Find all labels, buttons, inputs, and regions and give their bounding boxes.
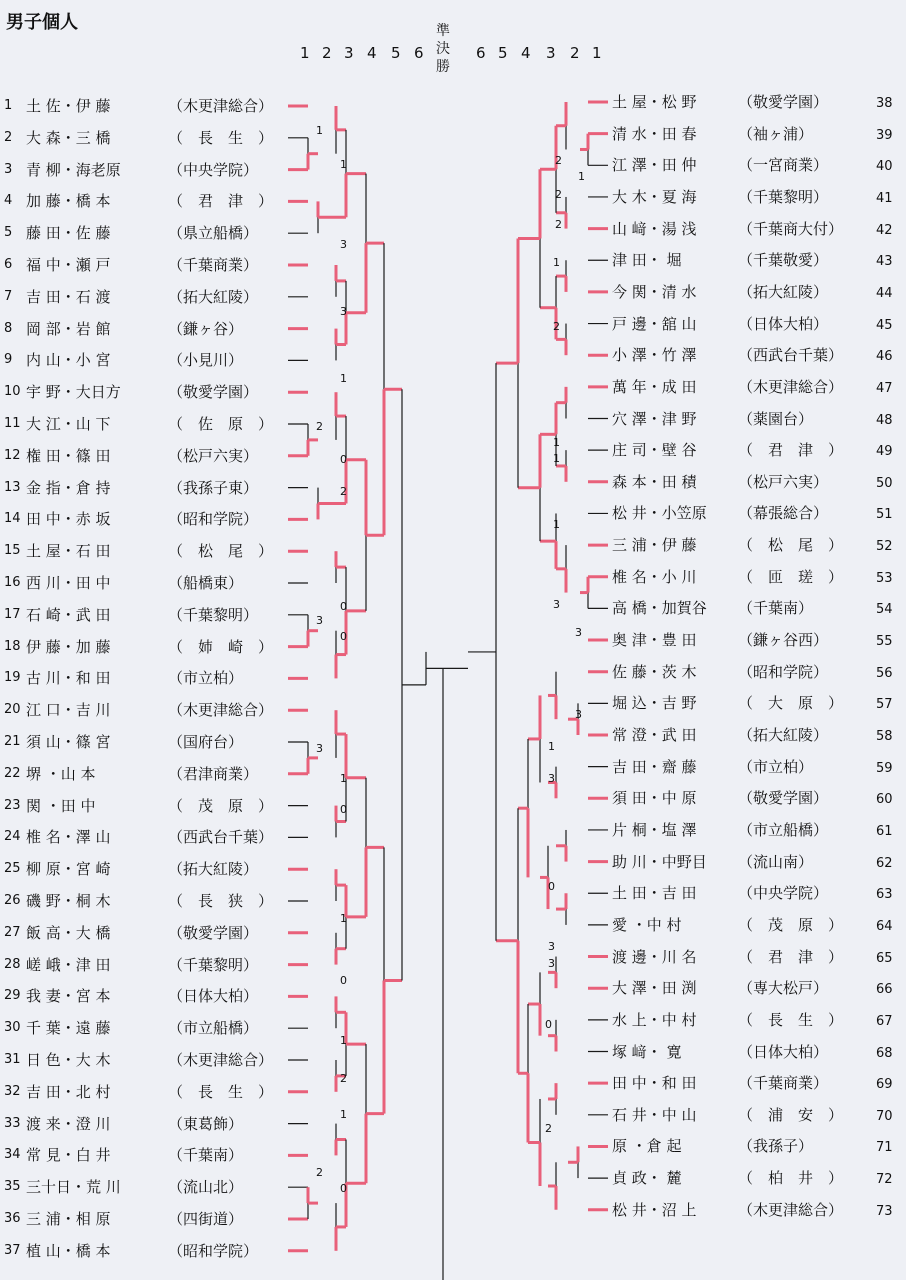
player-names: 助 川・中野目 [612, 852, 707, 871]
entry-number: 34 [4, 1147, 21, 1163]
entry-number: 10 [4, 384, 21, 400]
score-label: 0 [340, 453, 347, 466]
entry-number: 20 [4, 702, 21, 718]
school-name: （千葉黎明） [738, 187, 829, 206]
entry-number: 48 [876, 412, 893, 428]
entry-number: 32 [4, 1083, 21, 1099]
score-label: 2 [555, 188, 562, 201]
player-names: 水 上・中 村 [612, 1010, 697, 1029]
score-label: 2 [316, 1166, 323, 1179]
player-names: 高 橋・加賀谷 [612, 599, 707, 618]
player-names: 渡 邊・川 名 [612, 947, 697, 966]
entry-number: 31 [4, 1052, 21, 1067]
school-name: （千葉商業） [738, 1074, 829, 1093]
school-name: （日体大柏） [738, 314, 829, 333]
score-label: 0 [340, 803, 347, 816]
school-name: （船橋東） [168, 574, 244, 592]
entry-number: 38 [876, 96, 893, 111]
player-names: 嵯 峨・津 田 [26, 955, 111, 974]
school-name: （日体大柏） [738, 1042, 829, 1061]
school-name: （拓大紅陵） [168, 860, 259, 879]
score-label: 3 [316, 742, 323, 755]
entry-number: 54 [876, 602, 893, 618]
entry-number: 55 [876, 634, 893, 650]
score-label: 1 [316, 124, 323, 137]
school-name: （四街道） [168, 1210, 244, 1228]
entry-number: 53 [876, 570, 893, 586]
player-names: 江 澤・田 仲 [612, 156, 697, 175]
entry-number: 50 [876, 475, 893, 491]
school-name: （千葉商大付） [738, 219, 844, 238]
player-names: 堀 込・吉 野 [612, 694, 697, 713]
school-name: （日体大柏） [168, 987, 259, 1006]
round-number: 4 [521, 44, 531, 62]
entry-number: 30 [4, 1020, 21, 1036]
round-number: 5 [498, 44, 508, 62]
score-label: 1 [340, 772, 347, 785]
school-name: （ 長 生 ） [738, 1010, 844, 1029]
school-name: （木更津総合） [168, 97, 274, 115]
player-names: 塚 﨑・ 寛 [612, 1042, 682, 1061]
player-names: 土 田・吉 田 [612, 884, 697, 903]
school-name: （ 君 津 ） [168, 192, 274, 211]
player-names: 大 澤・田 渕 [612, 979, 697, 998]
score-label: 3 [553, 598, 560, 611]
entry-number: 21 [4, 734, 21, 749]
entry-number: 6 [4, 257, 13, 272]
player-names: 宇 野・大日方 [26, 383, 121, 402]
player-names: 吉 田・石 渡 [26, 287, 111, 306]
player-names: 土 佐・伊 藤 [26, 97, 111, 115]
player-names: 植 山・橋 本 [26, 1241, 111, 1260]
school-name: （ 君 津 ） [738, 441, 844, 460]
entry-number: 18 [4, 638, 21, 654]
school-name: （市立柏） [738, 757, 814, 776]
score-label: 1 [578, 170, 585, 183]
entry-number: 45 [876, 317, 893, 333]
score-label: 3 [575, 708, 582, 721]
score-label: 2 [555, 218, 562, 231]
score-label: 0 [340, 1182, 347, 1195]
player-names: 奥 津・豊 田 [612, 631, 697, 650]
entry-number: 1 [4, 98, 13, 113]
school-name: （ 姉 崎 ） [168, 637, 274, 656]
school-name: （ 君 津 ） [738, 947, 844, 966]
player-names: 土 屋・石 田 [26, 542, 111, 561]
player-names: 貞 政・ 麓 [612, 1169, 682, 1188]
school-name: （昭和学院） [168, 1241, 259, 1260]
player-names: 椎 名・小 川 [612, 567, 697, 586]
player-names: 三 浦・伊 藤 [612, 536, 697, 555]
school-name: （市立船橋） [738, 820, 829, 839]
school-name: （国府台） [168, 733, 244, 751]
school-name: （松戸六実） [738, 472, 829, 491]
entry-number: 60 [876, 792, 893, 808]
entry-number: 13 [4, 479, 21, 495]
school-name: （敬愛学園） [738, 789, 829, 808]
school-name: （千葉黎明） [168, 605, 259, 624]
entry-number: 62 [876, 855, 893, 871]
page-title: 男子個人 [6, 12, 78, 33]
entry-number: 59 [876, 760, 893, 776]
school-name: （東葛飾） [168, 1114, 244, 1133]
score-label: 0 [340, 974, 347, 987]
school-name: （市立柏） [168, 669, 244, 688]
entry-number: 35 [4, 1179, 21, 1195]
score-label: 3 [548, 940, 555, 953]
player-names: 石 井・中 山 [612, 1105, 697, 1124]
player-names: 原 ・倉 起 [612, 1137, 682, 1156]
player-names: 大 木・夏 海 [612, 187, 697, 206]
score-label: 3 [548, 957, 555, 970]
school-name: （ 長 生 ） [168, 128, 274, 147]
school-name: （木更津総合） [738, 1200, 844, 1219]
score-label: 2 [555, 154, 562, 167]
round-number: 3 [546, 44, 556, 62]
round-number: 3 [344, 44, 354, 62]
player-names: 藤 田・佐 藤 [26, 224, 111, 243]
score-label: 2 [553, 320, 560, 333]
school-name: （西武台千葉） [738, 346, 844, 365]
entry-number: 29 [4, 988, 21, 1004]
entry-number: 69 [876, 1077, 893, 1093]
player-names: 内 山・小 宮 [26, 351, 111, 370]
school-name: （ 佐 原 ） [168, 415, 274, 433]
entry-number: 73 [876, 1203, 893, 1219]
school-name: （ 松 尾 ） [168, 542, 274, 561]
school-name: （千葉敬愛） [738, 251, 829, 270]
school-name: （拓大紅陵） [168, 287, 259, 306]
entry-number: 43 [876, 254, 893, 270]
school-name: （松戸六実） [168, 446, 259, 465]
player-names: 森 本・田 積 [612, 472, 697, 491]
round-number: 6 [414, 44, 424, 62]
player-names: 渡 来・澄 川 [26, 1114, 111, 1133]
entry-number: 40 [876, 159, 893, 175]
school-name: （ 茂 原 ） [738, 915, 844, 934]
player-names: 常 澄・武 田 [612, 726, 697, 744]
school-name: （昭和学院） [168, 510, 259, 529]
player-names: 吉 田・齋 藤 [612, 757, 697, 776]
round-number: 1 [300, 44, 310, 62]
player-names: 福 中・瀬 戸 [26, 256, 111, 274]
player-names: 金 指・倉 持 [26, 478, 111, 497]
entry-number: 51 [876, 507, 893, 523]
entry-number: 47 [876, 380, 893, 396]
player-names: 江 口・吉 川 [26, 701, 111, 720]
entry-number: 36 [4, 1211, 21, 1226]
round-number: 5 [391, 44, 401, 62]
entry-number: 70 [876, 1108, 893, 1124]
school-name: （敬愛学園） [738, 93, 829, 111]
school-name: （我孫子東） [168, 478, 259, 497]
player-names: 堺 ・山 本 [26, 764, 96, 783]
score-label: 3 [316, 614, 323, 627]
score-label: 1 [548, 740, 555, 753]
player-names: 吉 田・北 村 [26, 1082, 111, 1101]
player-names: 大 江・山 下 [26, 415, 111, 433]
entry-number: 72 [876, 1172, 893, 1188]
entry-number: 27 [4, 924, 21, 940]
score-label: 3 [548, 772, 555, 785]
school-name: （市立船橋） [168, 1019, 259, 1038]
score-label: 1 [553, 452, 560, 465]
player-names: 石 崎・武 田 [26, 605, 111, 624]
player-names: 愛 ・中 村 [612, 915, 682, 934]
school-name: （薬園台） [738, 409, 814, 428]
player-names: 津 田・ 堀 [612, 251, 682, 270]
entry-number: 71 [876, 1140, 893, 1156]
score-label: 3 [340, 305, 347, 318]
player-names: 磯 野・桐 木 [26, 892, 111, 910]
round-number: 1 [592, 44, 602, 62]
entry-number: 28 [4, 956, 21, 972]
school-name: （拓大紅陵） [738, 282, 829, 301]
player-names: 山 﨑・湯 浅 [612, 219, 697, 238]
entry-number: 42 [876, 222, 893, 238]
entry-number: 24 [4, 829, 21, 845]
score-label: 0 [340, 630, 347, 643]
school-name: （千葉南） [738, 599, 814, 618]
entry-number: 2 [4, 129, 13, 145]
school-name: （袖ヶ浦） [738, 124, 814, 143]
player-names: 松 井・沼 上 [612, 1200, 697, 1219]
player-names: 権 田・篠 田 [26, 446, 111, 465]
entry-number: 46 [876, 349, 893, 365]
player-names: 岡 部・岩 館 [26, 319, 111, 338]
entry-number: 41 [876, 190, 893, 206]
player-names: 伊 藤・加 藤 [26, 637, 111, 656]
score-label: 1 [340, 372, 347, 385]
entry-number: 49 [876, 444, 893, 460]
school-name: （昭和学院） [738, 662, 829, 681]
entry-number: 33 [4, 1115, 21, 1131]
player-names: 我 妻・宮 本 [26, 987, 111, 1006]
school-name: （千葉南） [168, 1146, 244, 1165]
player-names: 片 桐・塩 澤 [612, 820, 697, 839]
entry-number: 66 [876, 982, 893, 998]
entry-number: 39 [876, 127, 893, 143]
player-names: 須 田・中 原 [612, 789, 697, 808]
school-name: （ 長 生 ） [168, 1082, 274, 1101]
entry-number: 5 [4, 225, 13, 241]
score-label: 1 [553, 436, 560, 449]
score-label: 3 [575, 626, 582, 639]
school-name: （ 浦 安 ） [738, 1105, 844, 1124]
entry-number: 56 [876, 665, 893, 681]
round-number: 4 [367, 44, 377, 62]
entry-number: 4 [4, 193, 13, 209]
player-names: 田 中・和 田 [612, 1074, 697, 1093]
school-name: （拓大紅陵） [738, 726, 829, 744]
player-names: 大 森・三 橋 [26, 128, 111, 147]
round-number: 2 [322, 44, 332, 62]
player-names: 飯 高・大 橋 [26, 923, 111, 942]
player-names: 古 川・和 田 [26, 669, 111, 688]
school-name: （ 大 原 ） [738, 694, 844, 713]
school-name: （ 柏 井 ） [738, 1169, 844, 1188]
entry-number: 65 [876, 950, 893, 966]
score-label: 1 [340, 912, 347, 925]
player-names: 萬 年・成 田 [612, 377, 697, 396]
entry-number: 68 [876, 1045, 893, 1061]
entry-number: 19 [4, 670, 21, 686]
player-names: 田 中・赤 坂 [26, 510, 111, 529]
player-names: 今 関・清 水 [612, 282, 697, 301]
school-name: （木更津総合） [168, 1051, 274, 1069]
school-name: （千葉黎明） [168, 955, 259, 974]
score-label: 3 [340, 238, 347, 251]
school-name: （千葉商業） [168, 256, 259, 274]
entry-number: 15 [4, 543, 21, 559]
player-names: 松 井・小笠原 [612, 504, 707, 523]
entry-number: 44 [876, 285, 893, 301]
school-name: （西武台千葉） [168, 828, 274, 847]
entry-number: 12 [4, 447, 21, 463]
player-names: 清 水・田 春 [612, 124, 697, 143]
entry-number: 14 [4, 511, 21, 527]
school-name: （ 松 尾 ） [738, 536, 844, 555]
school-name: （ 匝 瑳 ） [738, 567, 844, 586]
player-names: 須 山・篠 宮 [26, 733, 111, 751]
player-names: 三 浦・相 原 [26, 1210, 111, 1228]
player-names: 庄 司・壁 谷 [612, 441, 697, 460]
entry-number: 67 [876, 1013, 893, 1029]
school-name: （君津商業） [168, 764, 259, 783]
score-label: 1 [553, 256, 560, 269]
entry-number: 16 [4, 575, 21, 590]
school-name: （木更津総合） [168, 701, 274, 720]
school-name: （幕張総合） [738, 504, 829, 523]
score-label: 0 [548, 880, 555, 893]
school-name: （ 茂 原 ） [168, 796, 274, 815]
entry-number: 61 [876, 823, 893, 839]
school-name: （県立船橋） [168, 224, 259, 243]
player-names: 加 藤・橋 本 [26, 192, 111, 211]
school-name: （専大松戸） [738, 979, 829, 998]
score-label: 1 [553, 518, 560, 531]
player-names: 青 柳・海老原 [26, 160, 121, 179]
player-names: 小 澤・竹 澤 [612, 346, 697, 365]
school-name: （小見川） [168, 351, 244, 370]
school-name: （流山南） [738, 852, 814, 871]
player-names: 椎 名・澤 山 [26, 828, 111, 847]
score-label: 0 [340, 600, 347, 613]
school-name: （鎌ヶ谷） [168, 319, 244, 338]
school-name: （鎌ヶ谷西） [738, 631, 829, 650]
school-name: （敬愛学園） [168, 383, 259, 402]
player-names: 西 川・田 中 [26, 574, 111, 592]
entry-number: 22 [4, 765, 21, 781]
player-names: 穴 澤・津 野 [612, 409, 697, 428]
score-label: 2 [340, 1072, 347, 1085]
player-names: 戸 邊・舘 山 [612, 314, 697, 333]
entry-number: 7 [4, 288, 13, 304]
entry-number: 3 [4, 161, 13, 177]
entry-number: 52 [876, 539, 893, 555]
school-name: （ 長 狭 ） [168, 892, 274, 910]
semifinal-label: 準決勝 [436, 23, 450, 75]
player-names: 常 見・白 井 [26, 1146, 111, 1165]
school-name: （流山北） [168, 1178, 244, 1197]
school-name: （中央学院） [738, 884, 829, 903]
player-names: 柳 原・宮 崎 [26, 860, 111, 879]
score-label: 2 [545, 1122, 552, 1135]
school-name: （我孫子） [738, 1137, 814, 1156]
entry-number: 11 [4, 416, 21, 431]
score-label: 1 [340, 1108, 347, 1121]
score-label: 2 [316, 420, 323, 433]
school-name: （一宮商業） [738, 156, 829, 175]
score-label: 1 [340, 1034, 347, 1047]
player-names: 関 ・田 中 [26, 796, 96, 815]
score-label: 2 [340, 485, 347, 498]
entry-number: 23 [4, 797, 21, 813]
entry-number: 57 [876, 697, 893, 713]
school-name: （敬愛学園） [168, 923, 259, 942]
round-number: 6 [476, 44, 486, 62]
entry-number: 9 [4, 352, 13, 368]
entry-number: 17 [4, 606, 21, 622]
player-names: 三十日・荒 川 [26, 1178, 121, 1197]
entry-number: 8 [4, 320, 13, 336]
entry-number: 63 [876, 887, 893, 903]
school-name: （中央学院） [168, 160, 259, 179]
player-names: 千 葉・遠 藤 [26, 1019, 111, 1038]
entry-number: 26 [4, 893, 21, 908]
score-label: 1 [340, 158, 347, 171]
entry-number: 58 [876, 729, 893, 744]
school-name: （木更津総合） [738, 377, 844, 396]
entry-number: 37 [4, 1242, 21, 1258]
player-names: 佐 藤・茨 木 [612, 662, 697, 681]
player-names: 日 色・大 木 [26, 1051, 111, 1069]
entry-number: 25 [4, 861, 21, 877]
round-number: 2 [570, 44, 580, 62]
entry-number: 64 [876, 918, 893, 934]
player-names: 土 屋・松 野 [612, 93, 697, 111]
score-label: 0 [545, 1018, 552, 1031]
